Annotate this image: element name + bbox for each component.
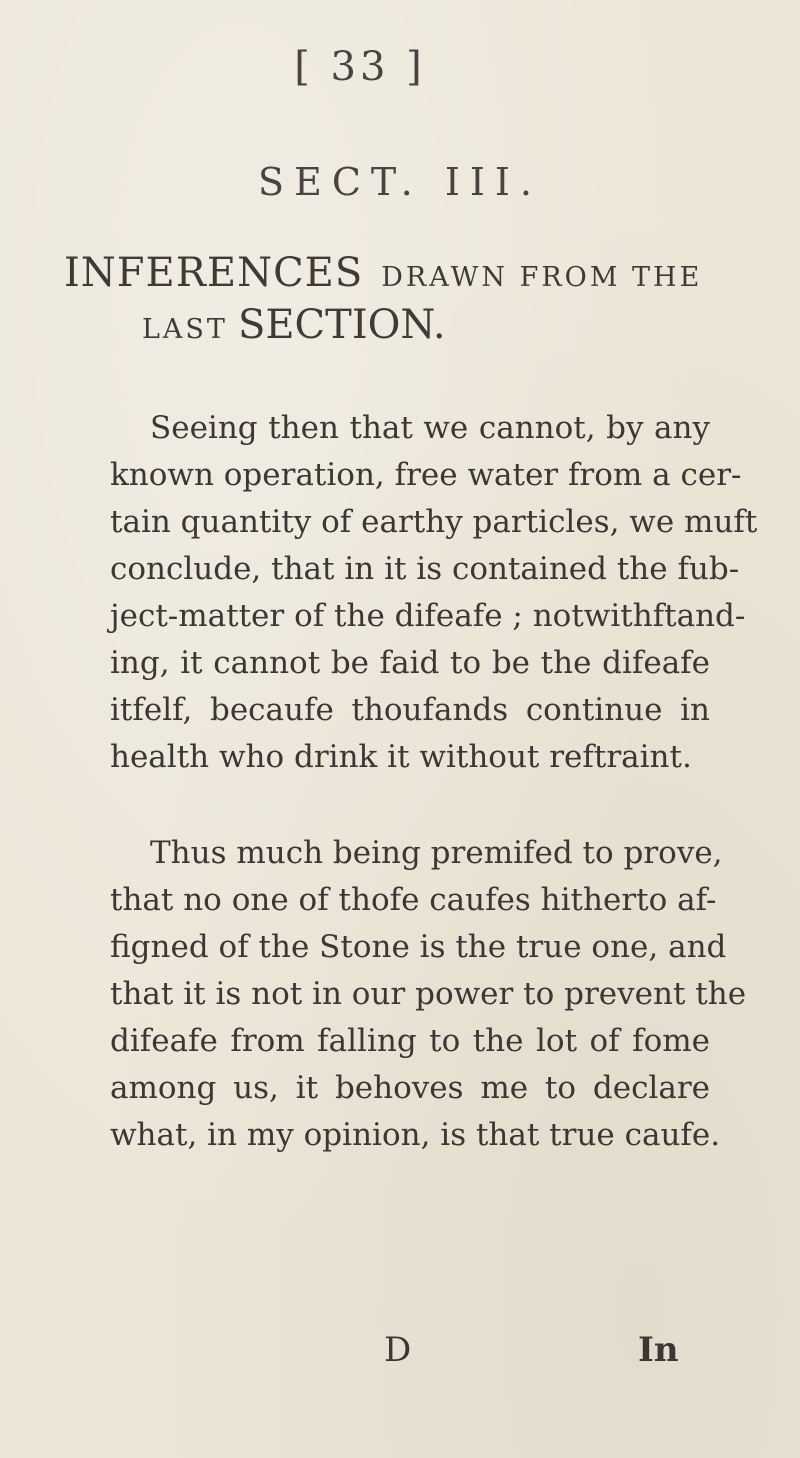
paragraph-line: what, in my opinion, is that true caufe.	[110, 1117, 721, 1153]
section-heading: SECT. III.	[258, 160, 542, 204]
page-number: [ 33 ]	[294, 44, 426, 90]
paragraph-line: ject-matter of the difeafe ; notwithftand-	[110, 598, 746, 634]
title-word-last: LAST	[142, 314, 228, 345]
paragraph-line: figned of the Stone is the true one, and	[110, 929, 727, 965]
paragraph-line: known operation, free water from a cer-	[110, 457, 742, 493]
paragraph-line: conclude, that in it is contained the fub-	[110, 551, 740, 587]
title-word-inferences: INFERENCES	[64, 250, 364, 296]
paragraph-line: that no one of thofe caufes hitherto af-	[110, 882, 717, 918]
paragraph-line: health who drink it without reftraint.	[110, 739, 692, 775]
paragraph-line: Seeing then that we cannot, by any	[150, 410, 710, 446]
paragraph-line: itfelf, becaufe thoufands continue in	[110, 692, 710, 728]
title-words-drawn-from-the: DRAWN FROM THE	[381, 262, 703, 293]
signature-mark: D	[384, 1330, 412, 1370]
paragraph-line: Thus much being premifed to prove,	[150, 835, 723, 871]
paragraph-line: tain quantity of earthy particles, we muft	[110, 504, 758, 540]
title-word-section: SECTION.	[237, 302, 446, 348]
chapter-title-line-1	[64, 250, 764, 296]
paragraph-1	[110, 405, 758, 781]
chapter-title-line-2	[142, 302, 642, 348]
paragraph-line: that it is not in our power to prevent the	[110, 976, 747, 1012]
paragraph-line: among us, it behoves me to declare	[110, 1070, 710, 1106]
catchword: In	[638, 1330, 679, 1370]
paragraph-line: difeafe from falling to the lot of fome	[110, 1023, 710, 1059]
paragraph-line: ing, it cannot be faid to be the difeafe	[110, 645, 710, 681]
paragraph-2	[110, 830, 747, 1159]
